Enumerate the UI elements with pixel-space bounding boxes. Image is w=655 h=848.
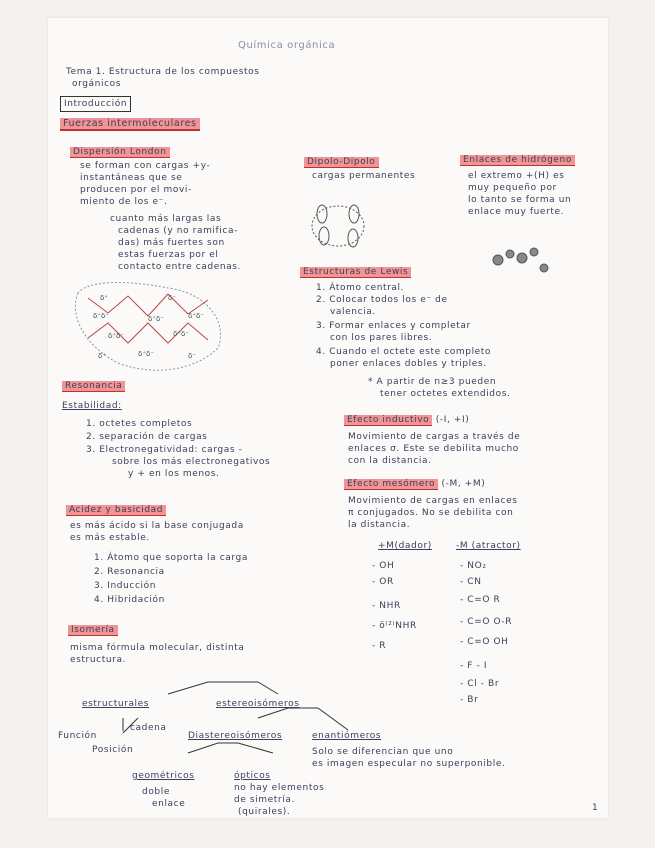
- tree-opticos-note: no hay elementos: [234, 783, 325, 793]
- mtable-minus-item: - C=O O-R: [460, 617, 513, 627]
- dispersion-line: producen por el movi-: [80, 185, 192, 195]
- dispersion-note: cuanto más largas las: [110, 214, 222, 224]
- mtable-minus-item: - Cl - Br: [460, 679, 500, 689]
- dispersion-line: instantáneas que se: [80, 173, 183, 183]
- inductivo-line: con la distancia.: [348, 456, 432, 466]
- mtable-plus-item: - OR: [372, 577, 394, 587]
- tree-enantiomeros-note: es imagen especular no superponible.: [312, 759, 506, 769]
- hydrogen-heading: [460, 154, 575, 166]
- lewis-note: * A partir de n≥3 pueden: [368, 377, 497, 387]
- mtable-minus-item: - F - I: [460, 661, 488, 671]
- mtable-minus-item: - Br: [460, 695, 479, 705]
- inductivo-line: enlaces σ. Este se debilita mucho: [348, 444, 519, 454]
- mtable-plus-header: +M(dador): [378, 541, 432, 551]
- dispersion-note: contacto entre cadenas.: [118, 262, 241, 272]
- mtable-plus-item: - NHR: [372, 601, 401, 611]
- tree-cadena: cadena: [130, 723, 167, 733]
- dispersion-heading: [70, 146, 170, 158]
- tree-estereoisomeros: estereoisómeros: [216, 699, 300, 709]
- resonancia-sub: Estabilidad:: [62, 401, 122, 411]
- svg-text:δ⁺: δ⁺: [98, 352, 106, 360]
- svg-text:δ⁺: δ⁺: [100, 294, 108, 302]
- mtable-minus-item: - C=O R: [460, 595, 501, 605]
- acidez-item: 2. Resonancia: [94, 567, 165, 577]
- resonancia-title: Resonancia: [62, 381, 125, 392]
- tree-opticos: ópticos: [234, 771, 271, 781]
- acidez-item: 4. Hibridación: [94, 595, 165, 605]
- hydrogen-bond-drawing: [493, 248, 548, 272]
- tree-opticos-note: (quirales).: [238, 807, 291, 817]
- inductivo-line: Movimiento de cargas a través de: [348, 432, 521, 442]
- mtable-minus-item: - C=O OH: [460, 637, 509, 647]
- mtable-minus-item: - NO₂: [460, 561, 487, 571]
- inductivo-heading: [344, 414, 469, 426]
- dipolo-line: cargas permanentes: [312, 171, 416, 181]
- lewis-item: 4. Cuando el octete este completo: [316, 347, 492, 357]
- mesomero-suffix: (-M, +M): [441, 479, 486, 489]
- mtable-plus-item: - ö⁽²⁾NHR: [372, 621, 417, 631]
- topic-line-1: Tema 1. Estructura de los compuestos: [66, 67, 260, 77]
- acidez-line: es más ácido si la base conjugada: [70, 521, 244, 531]
- tree-geometricos: geométricos: [132, 771, 195, 781]
- tree-enantiomeros-note: Solo se diferencian que uno: [312, 747, 454, 757]
- lewis-item: valencia.: [330, 307, 376, 317]
- tree-opticos-note: de simetría.: [234, 795, 295, 805]
- svg-text:δ⁺δ⁻: δ⁺δ⁻: [108, 332, 124, 340]
- svg-text:δ⁺δ⁻: δ⁺δ⁻: [188, 312, 204, 320]
- mesomero-line: π conjugados. No se debilita con: [348, 508, 514, 518]
- isomeria-heading: [68, 624, 118, 636]
- fuerzas-title: Fuerzas intermoleculares: [60, 118, 200, 130]
- isomeria-line: misma fórmula molecular, distinta: [70, 643, 245, 653]
- svg-text:δ⁺δ⁻: δ⁺δ⁻: [93, 312, 109, 320]
- tree-geometricos-note: doble: [142, 787, 170, 797]
- mtable-minus-header: -M (atractor): [456, 541, 521, 551]
- mesomero-heading: [344, 478, 485, 490]
- isomeria-line: estructura.: [70, 655, 127, 665]
- acidez-line: es más estable.: [70, 533, 150, 543]
- dispersion-title: Dispersión London: [70, 147, 170, 158]
- lewis-item: con los pares libres.: [330, 333, 433, 343]
- acidez-item: 1. Átomo que soporta la carga: [94, 553, 248, 563]
- hydrogen-line: enlace muy fuerte.: [468, 207, 565, 217]
- dipole-ring-drawing: [312, 205, 364, 247]
- hydrogen-line: muy pequeño por: [468, 183, 557, 193]
- lewis-item: 1. Átomo central.: [316, 283, 405, 293]
- hydrogen-line: lo tanto se forma un: [468, 195, 572, 205]
- resonancia-item: sobre los más electronegativos: [112, 457, 271, 467]
- acidez-item: 3. Inducción: [94, 581, 157, 591]
- svg-text:δ⁺δ⁻: δ⁺δ⁻: [138, 350, 154, 358]
- section-fuerzas: [60, 118, 200, 131]
- lewis-item: poner enlaces dobles y triples.: [330, 359, 487, 369]
- tree-funcion: Función: [58, 731, 97, 741]
- mtable-minus-item: - CN: [460, 577, 482, 587]
- intro-label: Introducción: [60, 96, 131, 112]
- resonancia-item: y + en los menos.: [128, 469, 220, 479]
- tree-geometricos-note: enlace: [152, 799, 186, 809]
- topic-line-2: orgánicos: [72, 79, 122, 89]
- resonancia-heading: [62, 380, 125, 392]
- tree-estructurales: estructurales: [82, 699, 150, 709]
- lewis-item: 2. Colocar todos los e⁻ de: [316, 295, 448, 305]
- mesomero-line: la distancia.: [348, 520, 411, 530]
- mtable-plus-item: - OH: [372, 561, 395, 571]
- lewis-item: 3. Formar enlaces y completar: [316, 321, 471, 331]
- tree-diastereoisomeros: Diastereoisómeros: [188, 731, 283, 741]
- inductivo-title: Efecto inductivo: [344, 415, 432, 426]
- svg-text:δ⁻: δ⁻: [188, 352, 196, 360]
- isomer-tree-lines: [123, 682, 348, 753]
- acidez-title: Acidez y basicidad: [66, 505, 166, 516]
- hydrogen-title: Enlaces de hidrógeno: [460, 155, 575, 166]
- resonancia-item: 3. Electronegatividad: cargas -: [86, 445, 243, 455]
- dispersion-line: se forman con cargas +y-: [80, 161, 211, 171]
- mtable-plus-item: - R: [372, 641, 387, 651]
- resonancia-item: 2. separación de cargas: [86, 432, 208, 442]
- lewis-title: Estructuras de Lewis: [300, 267, 411, 278]
- dipolo-title: Dipolo-Dipolo: [304, 157, 379, 168]
- tree-enantiomeros: enantiómeros: [312, 731, 382, 741]
- dispersion-note: cadenas (y no ramifica-: [118, 226, 238, 236]
- hydrogen-line: el extremo +(H) es: [468, 171, 565, 181]
- svg-text:δ⁻: δ⁻: [168, 294, 176, 302]
- inductivo-suffix: (-I, +I): [435, 415, 470, 425]
- mesomero-title: Efecto mesómero: [344, 479, 438, 490]
- page-title: Química orgánica: [238, 40, 336, 51]
- svg-text:δ⁺δ⁻: δ⁺δ⁻: [148, 315, 164, 323]
- tree-posicion: Posición: [92, 745, 134, 755]
- lewis-heading: [300, 266, 411, 278]
- mesomero-line: Movimiento de cargas en enlaces: [348, 496, 518, 506]
- dipolo-heading: [304, 156, 379, 168]
- lewis-note: tener octetes extendidos.: [380, 389, 511, 399]
- notebook-page: [48, 18, 608, 818]
- svg-text:δ⁺δ⁻: δ⁺δ⁻: [173, 330, 189, 338]
- dispersion-line: miento de los e⁻.: [80, 197, 168, 207]
- page-number: 1: [592, 803, 599, 813]
- dispersion-note: estas fuerzas por el: [118, 250, 219, 260]
- acidez-heading: [66, 504, 166, 516]
- isomeria-title: Isomería: [68, 625, 118, 636]
- resonancia-item: 1. octetes completos: [86, 419, 193, 429]
- dispersion-note: das) más fuertes son: [118, 238, 225, 248]
